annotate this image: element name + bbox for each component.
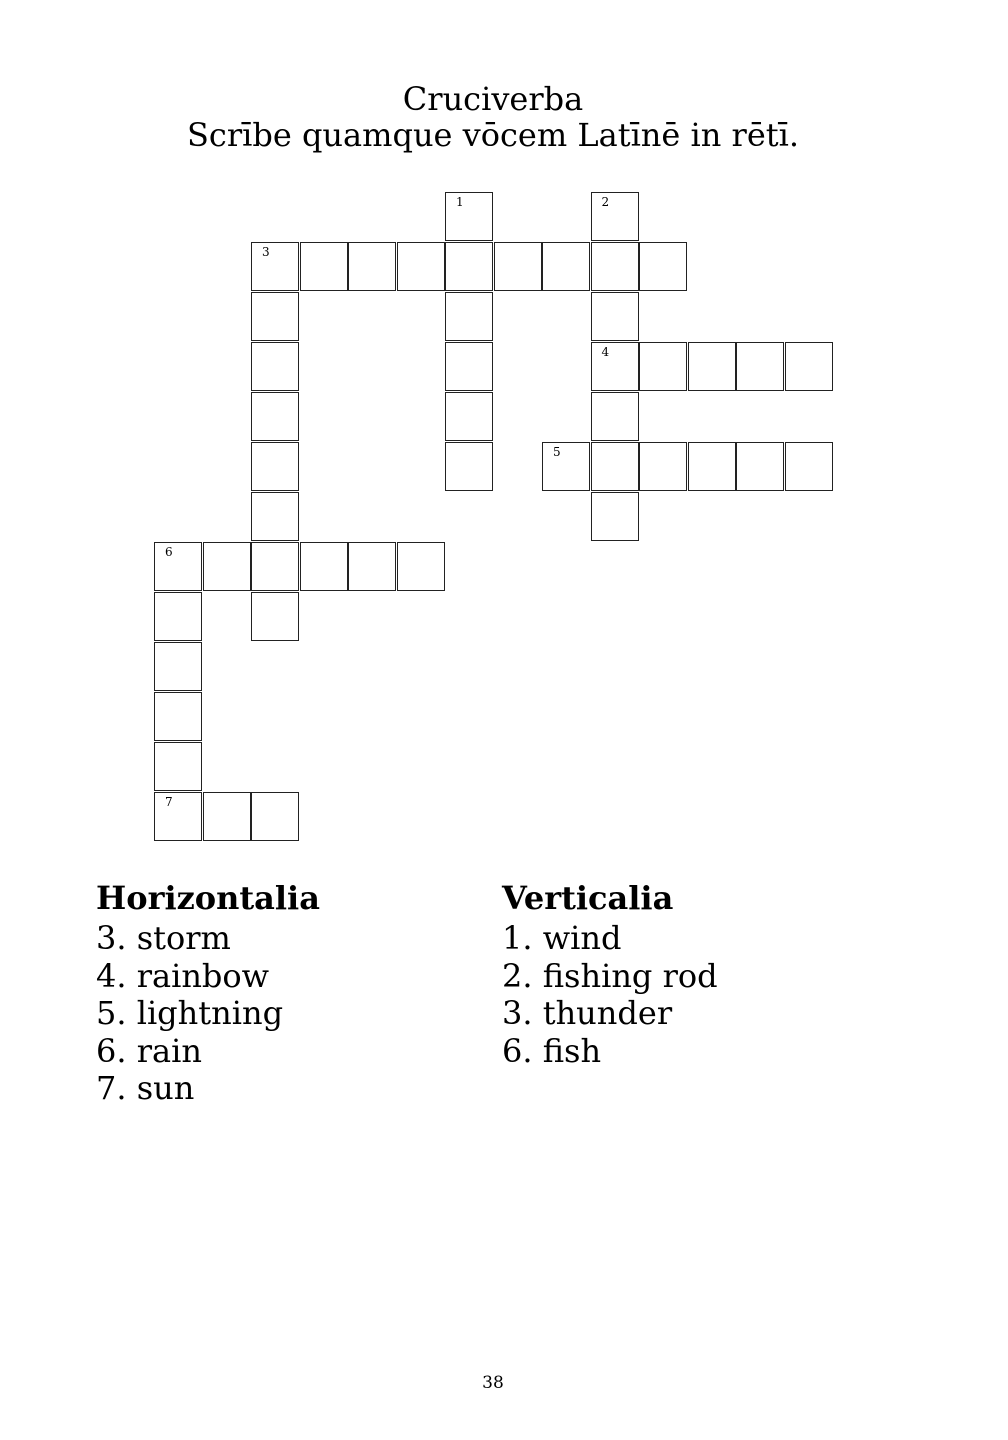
down-clue: 2. fishing rod bbox=[502, 956, 718, 995]
crossword-cell[interactable] bbox=[785, 342, 833, 391]
crossword-cell[interactable] bbox=[251, 542, 299, 591]
crossword-cell[interactable] bbox=[445, 342, 493, 391]
crossword-cell[interactable] bbox=[445, 392, 493, 441]
crossword-cell[interactable] bbox=[397, 542, 445, 591]
clue-number: 3 bbox=[262, 245, 270, 259]
across-clue: 5. lightning bbox=[96, 994, 284, 1032]
down-clue: 3. thunder bbox=[502, 994, 673, 1032]
crossword-cell[interactable] bbox=[397, 242, 445, 291]
down-clue: 1. wind bbox=[502, 919, 622, 957]
crossword-cell[interactable] bbox=[348, 242, 396, 291]
crossword-cell[interactable] bbox=[154, 542, 202, 591]
across-heading: Horizontalia bbox=[96, 879, 320, 917]
crossword-cell[interactable] bbox=[639, 342, 687, 391]
crossword-cell[interactable] bbox=[542, 442, 590, 491]
crossword-cell[interactable] bbox=[251, 792, 299, 841]
crossword-cell[interactable] bbox=[736, 342, 784, 391]
crossword-cell[interactable] bbox=[494, 242, 542, 291]
across-clue: 6. rain bbox=[96, 1031, 202, 1070]
crossword-cell[interactable] bbox=[591, 442, 639, 491]
crossword-cell[interactable] bbox=[154, 642, 202, 691]
crossword-cell[interactable] bbox=[591, 292, 639, 341]
down-clue: 6. fish bbox=[502, 1031, 602, 1070]
crossword-cell[interactable] bbox=[445, 192, 493, 241]
crossword-cell[interactable] bbox=[251, 342, 299, 391]
page-title: Cruciverba bbox=[402, 80, 584, 118]
crossword-cell[interactable] bbox=[445, 292, 493, 341]
crossword-cell[interactable] bbox=[251, 392, 299, 441]
across-clues bbox=[96, 878, 320, 1108]
instruction-text: Scrībe quamque vōcem Latīnē in rētī. bbox=[186, 116, 800, 154]
crossword-cell[interactable] bbox=[251, 292, 299, 341]
crossword-cell[interactable] bbox=[591, 192, 639, 241]
crossword-cell[interactable] bbox=[445, 442, 493, 491]
crossword-cell[interactable] bbox=[639, 442, 687, 491]
crossword-cell[interactable] bbox=[348, 542, 396, 591]
across-clue: 4. rainbow bbox=[96, 956, 270, 995]
crossword-cell[interactable] bbox=[154, 742, 202, 791]
crossword-cell[interactable] bbox=[203, 542, 251, 591]
crossword-cell[interactable] bbox=[300, 242, 348, 291]
page-number: 38 bbox=[482, 1373, 504, 1393]
down-clues bbox=[502, 878, 718, 1070]
crossword-cell[interactable] bbox=[542, 242, 590, 291]
crossword-cell[interactable] bbox=[591, 242, 639, 291]
crossword-cell[interactable] bbox=[251, 242, 299, 291]
down-heading: Verticalia bbox=[502, 879, 674, 917]
crossword-cell[interactable] bbox=[203, 792, 251, 841]
crossword-cell[interactable] bbox=[591, 492, 639, 541]
clue-number: 7 bbox=[165, 795, 173, 809]
across-clue: 3. storm bbox=[96, 919, 231, 957]
crossword-cell[interactable] bbox=[785, 442, 833, 491]
crossword-cell[interactable] bbox=[688, 442, 736, 491]
crossword-cell[interactable] bbox=[154, 792, 202, 841]
crossword-cell[interactable] bbox=[639, 242, 687, 291]
crossword-cell[interactable] bbox=[300, 542, 348, 591]
crossword-cell[interactable] bbox=[736, 442, 784, 491]
crossword-cell[interactable] bbox=[688, 342, 736, 391]
crossword-cell[interactable] bbox=[591, 392, 639, 441]
crossword-cell[interactable] bbox=[445, 242, 493, 291]
crossword-cell[interactable] bbox=[591, 342, 639, 391]
crossword-cell[interactable] bbox=[251, 442, 299, 491]
clue-number: 5 bbox=[553, 445, 561, 459]
clue-number: 1 bbox=[456, 195, 464, 209]
crossword-cell[interactable] bbox=[154, 692, 202, 741]
clue-number: 2 bbox=[601, 195, 610, 209]
clue-number: 6 bbox=[165, 545, 173, 559]
crossword-cell[interactable] bbox=[251, 492, 299, 541]
across-clue: 7. sun bbox=[96, 1069, 195, 1107]
clue-number: 4 bbox=[601, 345, 610, 359]
crossword-cell[interactable] bbox=[251, 592, 299, 641]
crossword-cell[interactable] bbox=[154, 592, 202, 641]
